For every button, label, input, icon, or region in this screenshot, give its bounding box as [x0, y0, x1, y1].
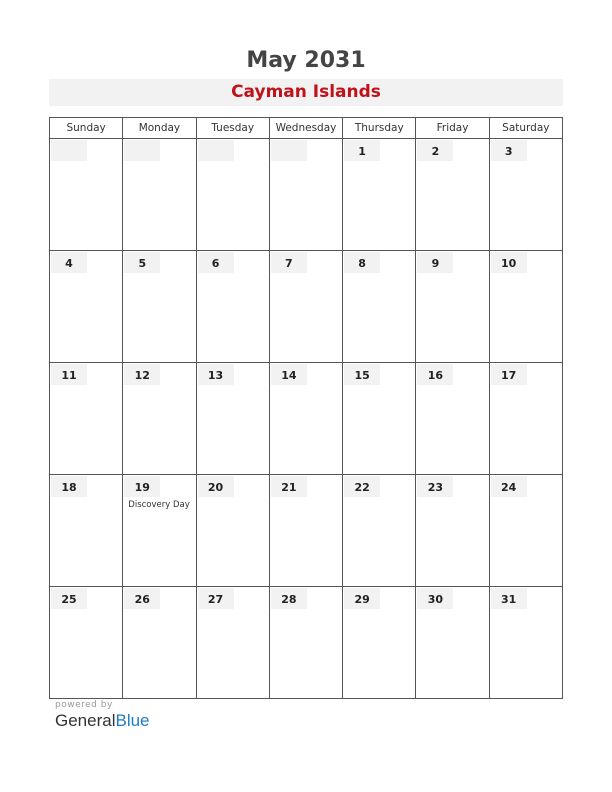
- day-number: 16: [427, 369, 444, 382]
- day-number: 26: [134, 593, 150, 606]
- day-cell: [123, 363, 196, 475]
- day-number: 21: [281, 481, 297, 494]
- day-cell: [269, 363, 342, 475]
- day-number-box: [344, 140, 380, 161]
- day-number-box: [51, 364, 87, 385]
- day-number-box: [198, 588, 234, 609]
- day-number: 31: [501, 593, 517, 606]
- week-row: [50, 139, 563, 251]
- footer: [55, 700, 150, 731]
- day-number: 14: [281, 369, 297, 382]
- powered-by-label: powered by: [55, 700, 113, 710]
- day-number-box: [51, 588, 87, 609]
- day-number: 18: [61, 481, 77, 494]
- day-cell: [50, 587, 123, 699]
- weekday-header-row: [50, 118, 563, 139]
- calendar-grid: [49, 117, 563, 699]
- day-cell: [489, 139, 562, 251]
- day-cell: [123, 139, 196, 251]
- day-number: 30: [427, 593, 444, 606]
- day-number: 9: [431, 257, 440, 270]
- day-number-box: [198, 252, 234, 273]
- day-number-box: [271, 140, 307, 161]
- day-cell: [489, 475, 562, 587]
- day-number: 27: [207, 593, 224, 606]
- day-number-box: [344, 476, 380, 497]
- day-number-box: [51, 252, 87, 273]
- day-cell: [123, 475, 196, 587]
- weekday-monday: Monday: [123, 118, 196, 139]
- day-number: 3: [504, 145, 513, 158]
- day-number-box: [491, 364, 527, 385]
- day-number: 13: [207, 369, 224, 382]
- day-number-box: [51, 476, 87, 497]
- day-cell: [269, 139, 342, 251]
- day-number-box: [344, 588, 380, 609]
- holiday-label: Discovery Day: [128, 500, 190, 510]
- day-cell: [50, 475, 123, 587]
- day-cell: [196, 363, 269, 475]
- week-row: [50, 363, 563, 475]
- day-cell: [489, 251, 562, 363]
- weekday-thursday: Thursday: [343, 118, 416, 139]
- day-cell: [196, 139, 269, 251]
- day-number-box: [344, 364, 380, 385]
- weekday-saturday: Saturday: [489, 118, 562, 139]
- week-row: [50, 251, 563, 363]
- day-number: 15: [354, 369, 370, 382]
- day-number: 7: [285, 257, 293, 270]
- day-number: 8: [358, 257, 366, 270]
- weekday-sunday: Sunday: [50, 118, 123, 139]
- day-number-box: [198, 364, 234, 385]
- day-cell: [416, 363, 489, 475]
- day-number: 1: [358, 145, 366, 158]
- day-number: 4: [65, 257, 73, 270]
- day-cell: [196, 587, 269, 699]
- day-cell: [269, 251, 342, 363]
- day-number-box: [271, 588, 307, 609]
- week-row: [50, 475, 563, 587]
- day-cell: [343, 587, 416, 699]
- weekday-friday: Friday: [416, 118, 489, 139]
- day-number: 12: [134, 369, 150, 382]
- day-number-box: [491, 588, 527, 609]
- day-number: 2: [431, 145, 440, 158]
- day-cell: [196, 475, 269, 587]
- day-cell: [416, 475, 489, 587]
- weekday-tuesday: Tuesday: [196, 118, 269, 139]
- day-number-box: [198, 140, 234, 161]
- day-number: 11: [61, 369, 77, 382]
- day-number-box: [271, 252, 307, 273]
- month-title: May 2031: [246, 48, 366, 73]
- day-number: 10: [501, 257, 517, 270]
- day-number-box: [124, 588, 160, 609]
- day-cell: [50, 363, 123, 475]
- day-number: 22: [354, 481, 370, 494]
- day-number-box: [271, 476, 307, 497]
- day-number-box: [417, 252, 453, 273]
- day-number-box: [491, 252, 527, 273]
- day-number-box: [417, 588, 453, 609]
- day-number: 19: [134, 481, 150, 494]
- day-number-box: [491, 476, 527, 497]
- day-cell: [343, 363, 416, 475]
- day-number: 5: [138, 257, 147, 270]
- day-number-box: [417, 140, 453, 161]
- day-number: 23: [427, 481, 444, 494]
- day-number: 6: [211, 257, 220, 270]
- day-number: 17: [501, 369, 517, 382]
- day-number-box: [124, 476, 160, 497]
- country-bar: [49, 79, 563, 106]
- brand-logo: [55, 711, 150, 731]
- day-cell: [50, 139, 123, 251]
- day-number: 20: [207, 481, 224, 494]
- day-number: 25: [61, 593, 77, 606]
- day-number-box: [51, 140, 87, 161]
- brand-part1: General: [55, 711, 116, 730]
- day-cell: [123, 587, 196, 699]
- week-row: [50, 587, 563, 699]
- day-cell: [489, 587, 562, 699]
- day-number-box: [198, 476, 234, 497]
- day-cell: [343, 139, 416, 251]
- day-cell: [50, 251, 123, 363]
- day-number: 28: [281, 593, 297, 606]
- day-number: 24: [501, 481, 517, 494]
- day-cell: [196, 251, 269, 363]
- day-number-box: [417, 476, 453, 497]
- day-number-box: [124, 140, 160, 161]
- calendar-body: [50, 139, 563, 699]
- day-cell: [343, 475, 416, 587]
- country-name: Cayman Islands: [231, 82, 381, 102]
- day-cell: [489, 363, 562, 475]
- brand-part2: Blue: [115, 711, 150, 730]
- day-number-box: [124, 364, 160, 385]
- day-cell: [416, 139, 489, 251]
- day-cell: [269, 587, 342, 699]
- day-number: 29: [354, 593, 370, 606]
- day-number-box: [491, 140, 527, 161]
- day-cell: [416, 587, 489, 699]
- day-cell: [343, 251, 416, 363]
- day-number-box: [417, 364, 453, 385]
- day-cell: [416, 251, 489, 363]
- weekday-wednesday: Wednesday: [269, 118, 342, 139]
- day-cell: [123, 251, 196, 363]
- day-number-box: [271, 364, 307, 385]
- day-cell: [269, 475, 342, 587]
- day-number-box: [124, 252, 160, 273]
- day-number-box: [344, 252, 380, 273]
